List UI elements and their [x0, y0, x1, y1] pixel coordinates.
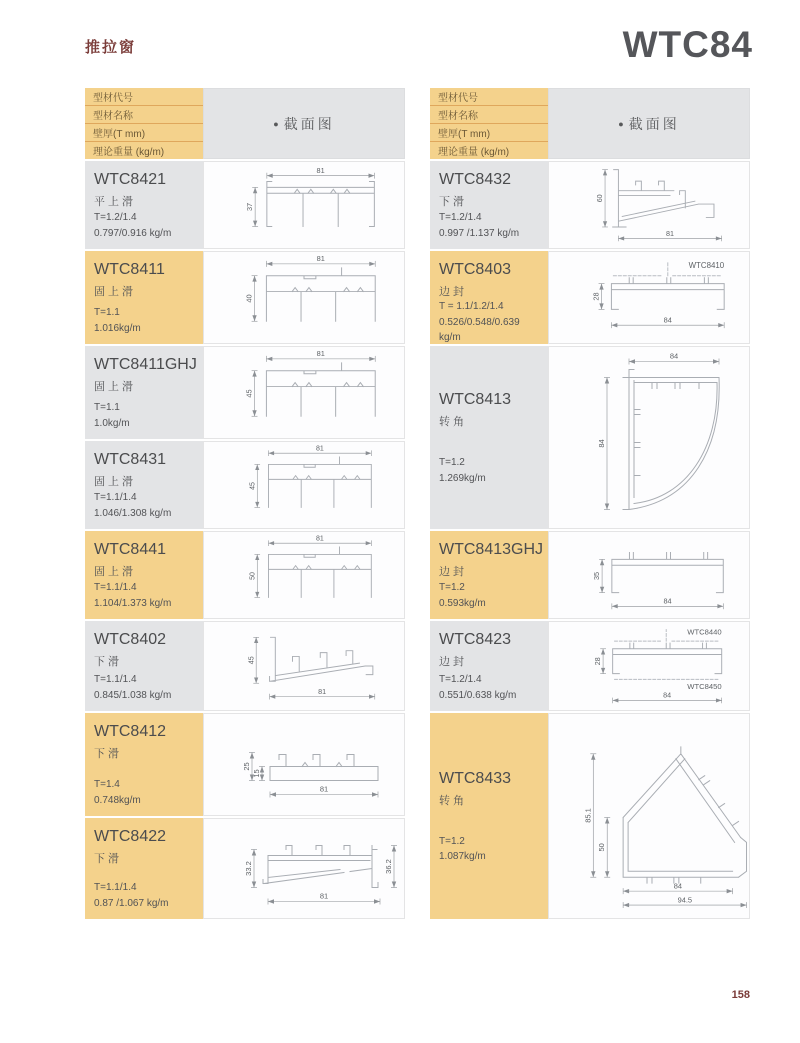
- profile-name: 边封: [439, 286, 467, 298]
- dimension-label: 25: [242, 762, 251, 771]
- header-field-label: [85, 124, 203, 142]
- cross-section-diagram: [204, 442, 404, 528]
- dimension-label: 28: [594, 657, 603, 666]
- profile-info: [430, 251, 548, 344]
- profile-weight: 1.016kg/m: [94, 322, 141, 334]
- profile-diagram-cell: [548, 621, 750, 711]
- dimension-label: 28: [591, 292, 601, 301]
- profile-code: WTC8411: [94, 261, 165, 278]
- header-field-label: [85, 106, 203, 124]
- dimension-v: [249, 464, 260, 507]
- dimension-label: 81: [666, 229, 675, 238]
- profile-row: [85, 161, 405, 249]
- profile-diagram-cell: [548, 251, 750, 344]
- dimension-label: 45: [244, 389, 254, 398]
- dimension-v: [597, 378, 610, 510]
- profile-name: 转角: [439, 416, 467, 428]
- dimension-h: [629, 352, 719, 365]
- dimension-h: [623, 895, 746, 908]
- profile-meta: [94, 400, 199, 431]
- dimension-h: [268, 892, 380, 905]
- profile-diagram-cell: [548, 531, 750, 619]
- mating-profile-label: WTC8450: [687, 681, 722, 691]
- profile-thickness: T=1.1: [94, 307, 120, 318]
- profile-code: WTC8432: [439, 171, 512, 188]
- profile-meta: [439, 834, 544, 865]
- page-title-category: 推拉窗: [85, 39, 137, 56]
- profile-weight: 1.046/1.308 kg/m: [94, 507, 172, 519]
- profile-row: [430, 161, 750, 249]
- profile-weight: 0.87 /1.067 kg/m: [94, 897, 169, 909]
- profile-code: WTC8422: [94, 828, 167, 845]
- profile-tables: [85, 88, 750, 921]
- dimension-label: 84: [663, 691, 672, 700]
- bullet-icon: ●: [273, 118, 279, 129]
- bullet-icon: ●: [618, 118, 624, 129]
- dimension-label: 15: [252, 769, 261, 778]
- profile-meta: [94, 580, 199, 611]
- dimension-label: 40: [244, 294, 254, 303]
- profile-weight: 0.593kg/m: [439, 597, 486, 609]
- dimension-h: [611, 315, 724, 328]
- cross-section-diagram: [204, 819, 404, 918]
- profile-row: [85, 713, 405, 816]
- profile-weight: 0.526/0.548/0.639 kg/m: [439, 316, 520, 343]
- cross-section-diagram: [204, 532, 404, 618]
- dimension-h: [613, 692, 722, 704]
- profile-code: WTC8413: [439, 391, 512, 408]
- dimension-label: 50: [597, 843, 607, 852]
- profile-diagram-cell: [203, 251, 405, 344]
- header-field-label: [430, 88, 548, 106]
- profile-thickness: T=1.1/1.4: [94, 882, 137, 893]
- header-field-label-text: 型材名称: [93, 111, 133, 122]
- header-field-label-text: 理论重量 (kg/m): [93, 147, 165, 158]
- dimension-label: 84: [663, 596, 672, 606]
- profile-name: 边封: [439, 566, 467, 578]
- profile-code: WTC8423: [439, 631, 512, 648]
- profile-info: [85, 161, 203, 249]
- profile-meta: [94, 777, 199, 808]
- profile-meta: [439, 580, 544, 611]
- profile-code: WTC8403: [439, 261, 512, 278]
- profile-weight: 1.104/1.373 kg/m: [94, 597, 172, 609]
- profile-code: WTC8402: [94, 631, 167, 648]
- header-field-label: [430, 106, 548, 124]
- profile-table-right: [430, 88, 750, 921]
- dimension-label: 33.2: [244, 861, 253, 876]
- dimension-label: 36.2: [384, 859, 393, 874]
- dimension-label: 84: [663, 315, 672, 325]
- cross-section-diagram: [204, 622, 404, 710]
- profile-name: 平上滑: [94, 196, 136, 208]
- profile-thickness: T=1.2: [439, 457, 465, 468]
- profile-weight: 1.0kg/m: [94, 417, 130, 429]
- profile-diagram-cell: [548, 346, 750, 529]
- profile-row: [430, 713, 750, 919]
- profile-row: [85, 346, 405, 439]
- profile-code: WTC8431: [94, 451, 167, 468]
- profile-name: 下滑: [94, 853, 122, 865]
- profile-meta: [439, 672, 544, 703]
- profile-row: [85, 441, 405, 529]
- profile-weight: 0.748kg/m: [94, 794, 141, 806]
- dimension-label: 45: [247, 656, 256, 665]
- profile-weight: 1.087kg/m: [439, 851, 486, 862]
- cross-section-diagram: [549, 714, 749, 918]
- dimension-label: 81: [318, 687, 327, 696]
- profile-weight: 0.551/0.638 kg/m: [439, 689, 517, 701]
- profile-row: [430, 346, 750, 529]
- profile-info: [430, 713, 548, 919]
- dimension-label: 84: [669, 351, 679, 361]
- mating-profile-label: WTC8410: [688, 260, 725, 270]
- profile-name: 下滑: [94, 748, 122, 760]
- dimension-h: [612, 597, 723, 610]
- dimension-v: [247, 637, 259, 683]
- dimension-label: 37: [245, 202, 255, 212]
- dimension-v: [596, 170, 608, 227]
- profile-thickness: T=1.1/1.4: [94, 492, 137, 503]
- cross-section-diagram: [549, 532, 749, 618]
- profile-row: [430, 251, 750, 344]
- profile-thickness: T=1.1: [94, 402, 120, 413]
- profile-thickness: T=1.1/1.4: [94, 582, 137, 593]
- header-field-label: [85, 88, 203, 106]
- cross-section-diagram: [204, 162, 404, 248]
- page-number: 158: [731, 989, 750, 1001]
- profile-diagram-cell: [203, 531, 405, 619]
- profile-diagram-cell: [203, 161, 405, 249]
- dimension-label: 81: [316, 349, 325, 359]
- profile-diagram-cell: [548, 161, 750, 249]
- profile-meta: [439, 210, 544, 241]
- profile-meta: [94, 305, 199, 336]
- profile-row: [85, 818, 405, 919]
- dimension-label: 81: [316, 165, 325, 175]
- header-field-label: [430, 124, 548, 142]
- dimension-label: 81: [319, 891, 329, 901]
- profile-meta: [439, 455, 544, 486]
- profile-thickness: T=1.2/1.4: [94, 212, 137, 223]
- cross-section-diagram: [204, 252, 404, 343]
- dimension-label: 94.5: [677, 895, 693, 905]
- profile-diagram-cell: [203, 818, 405, 919]
- header-field-label: [85, 142, 203, 159]
- dimension-v: [252, 767, 265, 781]
- dimension-h: [268, 446, 371, 456]
- profile-name: 下滑: [94, 656, 122, 668]
- dimension-v: [245, 187, 258, 226]
- profile-thickness: T=1.2/1.4: [439, 212, 482, 223]
- dimension-v: [597, 817, 610, 877]
- dimension-label: 81: [316, 254, 325, 264]
- dimension-label: 81: [315, 535, 324, 543]
- dimension-v: [249, 554, 260, 597]
- profile-row: [85, 621, 405, 711]
- cross-section-diagram: [204, 347, 404, 438]
- dimension-h: [270, 785, 378, 798]
- header-field-label-text: 型材名称: [438, 111, 478, 122]
- dimension-v: [244, 850, 257, 888]
- dimension-label: 81: [315, 445, 324, 453]
- dimension-v: [245, 371, 258, 417]
- profile-info: [85, 441, 203, 529]
- dimension-label: 45: [249, 482, 257, 490]
- header-field-label-text: 型材代号: [438, 93, 478, 104]
- profile-meta: [94, 672, 199, 703]
- section-label: 截面图: [628, 115, 680, 132]
- dimension-label: 84: [597, 439, 606, 448]
- table-header: [430, 88, 750, 159]
- dimension-v: [594, 649, 606, 674]
- header-field-label-text: 壁厚(T mm): [438, 129, 491, 140]
- profile-meta: [94, 880, 199, 911]
- profile-code: WTC8433: [439, 769, 512, 787]
- header-field-labels: [85, 88, 203, 159]
- profile-info: [85, 531, 203, 619]
- dimension-v: [592, 284, 605, 310]
- profile-thickness: T=1.1/1.4: [94, 674, 137, 685]
- profile-diagram-cell: [548, 713, 750, 919]
- profile-thickness: T=1.2: [439, 835, 465, 847]
- profile-code: WTC8421: [94, 171, 167, 188]
- dimension-v: [592, 559, 605, 592]
- profile-info: [85, 251, 203, 344]
- header-field-labels: [430, 88, 548, 159]
- dimension-v: [583, 754, 596, 877]
- mating-profile-label: WTC8440: [687, 627, 722, 637]
- profile-name: 固上滑: [94, 476, 136, 488]
- profile-diagram-cell: [203, 346, 405, 439]
- cross-section-diagram: [549, 252, 749, 343]
- profile-thickness: T=1.4: [94, 779, 120, 790]
- page-title-series: WTC84: [622, 24, 753, 65]
- profile-diagram-cell: [203, 713, 405, 816]
- profile-thickness: T = 1.1/1.2/1.4: [439, 301, 504, 312]
- profile-info: [85, 818, 203, 919]
- profile-weight: 0.797/0.916 kg/m: [94, 227, 172, 239]
- profile-diagram-cell: [203, 621, 405, 711]
- dimension-label: 35: [592, 571, 602, 581]
- profile-weight: 1.269kg/m: [439, 472, 486, 484]
- section-label: 截面图: [283, 115, 335, 132]
- profile-meta: [94, 490, 199, 521]
- profile-weight: 0.997 /1.137 kg/m: [439, 227, 520, 239]
- dimension-label: 50: [249, 572, 257, 580]
- profile-name: 固上滑: [94, 286, 136, 298]
- cross-section-diagram: [549, 162, 749, 248]
- profile-row: [85, 251, 405, 344]
- profile-name: 固上滑: [94, 381, 136, 393]
- profile-name: 边封: [439, 656, 467, 668]
- dimension-label: 84: [673, 881, 683, 891]
- cross-section-diagram: [549, 622, 749, 710]
- profile-info: [85, 713, 203, 816]
- header-field-label-text: 型材代号: [93, 93, 133, 104]
- profile-row: [430, 531, 750, 619]
- dimension-h: [270, 688, 375, 700]
- profile-info: [430, 161, 548, 249]
- dimension-v: [245, 276, 258, 322]
- profile-info: [85, 346, 203, 439]
- profile-thickness: T=1.2: [439, 582, 465, 593]
- profile-code: WTC8411GHJ: [94, 356, 197, 373]
- profile-row: [85, 531, 405, 619]
- dimension-label: 81: [319, 784, 329, 794]
- profile-weight: 0.845/1.038 kg/m: [94, 689, 172, 701]
- header-field-label: [430, 142, 548, 159]
- profile-name: 转角: [439, 794, 467, 807]
- dimension-v: [384, 846, 397, 888]
- dimension-h: [266, 349, 375, 362]
- profile-name: 固上滑: [94, 566, 136, 578]
- header-field-label-text: 理论重量 (kg/m): [438, 147, 510, 158]
- profile-row: [430, 621, 750, 711]
- dimension-h: [618, 230, 721, 242]
- profile-meta: [94, 210, 199, 241]
- profile-code: WTC8441: [94, 541, 167, 558]
- cross-section-diagram: [549, 347, 749, 528]
- profile-info: [430, 531, 548, 619]
- profile-meta: [439, 299, 544, 346]
- profile-thickness: T=1.2/1.4: [439, 674, 482, 685]
- dimension-label: 60: [596, 194, 605, 203]
- table-header: [85, 88, 405, 159]
- profile-code: WTC8413GHJ: [439, 541, 544, 558]
- cross-section-diagram: [204, 714, 404, 815]
- profile-info: [430, 621, 548, 711]
- profile-info: [430, 346, 548, 529]
- profile-diagram-cell: [203, 441, 405, 529]
- header-section-cell: [548, 88, 750, 159]
- header-field-label-text: 壁厚(T mm): [93, 129, 146, 140]
- dimension-h: [266, 254, 375, 267]
- dimension-h: [267, 166, 375, 179]
- header-section-cell: [203, 88, 405, 159]
- dimension-h: [623, 881, 732, 894]
- profile-info: [85, 621, 203, 711]
- profile-code: WTC8412: [94, 723, 167, 740]
- profile-name: 下滑: [439, 196, 467, 208]
- dimension-label: 85.1: [583, 808, 593, 823]
- dimension-h: [268, 536, 371, 546]
- profile-table-left: [85, 88, 405, 921]
